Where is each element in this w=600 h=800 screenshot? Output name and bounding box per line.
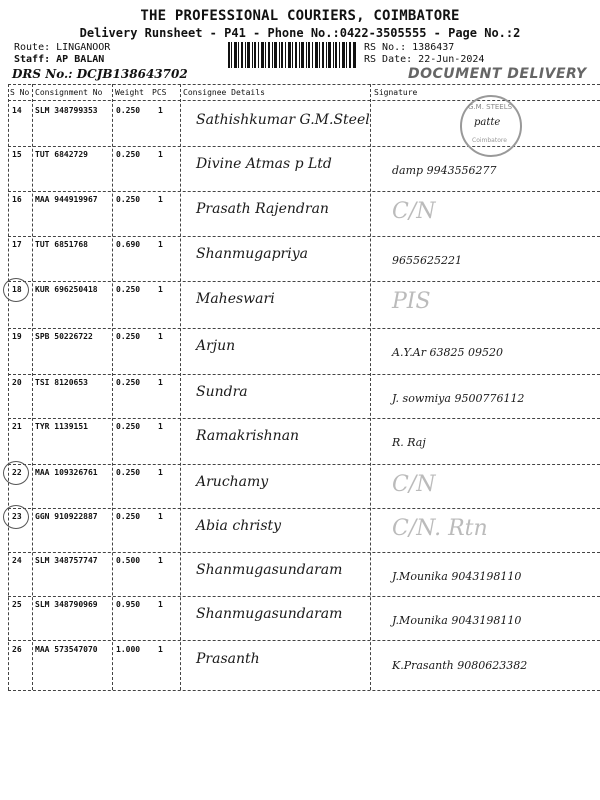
row-consignee-handwritten: Abia christy (196, 518, 282, 534)
row-weight: 0.250 (116, 106, 141, 115)
row-separator (8, 418, 600, 419)
company-stamp (460, 95, 522, 157)
row-sno: 14 (12, 106, 22, 115)
row-weight: 0.690 (116, 240, 141, 249)
col-header-weight: Weight (115, 88, 144, 97)
row-weight: 0.950 (116, 600, 141, 609)
row-pcs: 1 (158, 285, 163, 294)
row-sno: 22 (12, 468, 22, 477)
row-pcs: 1 (158, 150, 163, 159)
col-rule (112, 84, 113, 690)
row-consignee-handwritten: Prasath Rajendran (196, 201, 329, 217)
rs-date: RS Date: 22-Jun-2024 (364, 54, 485, 65)
staff-label: Staff: AP BALAN (14, 54, 105, 65)
row-pcs: 1 (158, 106, 163, 115)
row-pcs: 1 (158, 240, 163, 249)
row-pcs: 1 (158, 600, 163, 609)
row-pcs: 1 (158, 332, 163, 341)
row-separator (8, 596, 600, 597)
row-consignee-handwritten: Aruchamy (196, 474, 269, 490)
circled-row-mark (3, 278, 29, 302)
row-sno: 15 (12, 150, 22, 159)
stamp-text: G.M. STEELS (468, 103, 513, 111)
row-pcs: 1 (158, 556, 163, 565)
row-separator (8, 464, 600, 465)
row-consignee-handwritten: Divine Atmas p Ltd (196, 156, 332, 172)
row-consignee-handwritten: Shanmugapriya (196, 246, 308, 262)
row-sno: 25 (12, 600, 22, 609)
row-signature-handwritten: C/N. Rtn (392, 516, 488, 541)
row-signature-handwritten: R. Raj (392, 436, 426, 449)
col-header-signature: Signature (374, 88, 418, 97)
row-pcs: 1 (158, 645, 163, 654)
runsheet-subtitle: Delivery Runsheet - P41 - Phone No.:0422-3505555 - Page No.:2 (79, 26, 521, 40)
header-bottom-rule (8, 100, 600, 101)
row-consignment-no: MAA 109326761 (35, 468, 98, 477)
row-pcs: 1 (158, 378, 163, 387)
row-consignee-handwritten: Sundra (196, 384, 248, 400)
row-separator (8, 508, 600, 509)
row-separator (8, 281, 600, 282)
row-signature-handwritten: 9655625221 (392, 254, 462, 267)
row-weight: 1.000 (116, 645, 141, 654)
row-sno: 24 (12, 556, 22, 565)
row-signature-handwritten: damp 9943556277 (392, 164, 497, 177)
row-weight: 0.250 (116, 512, 141, 521)
row-pcs: 1 (158, 195, 163, 204)
row-sno: 17 (12, 240, 22, 249)
stamp-signature: patte (474, 117, 501, 128)
row-weight: 0.250 (116, 150, 141, 159)
row-weight: 0.500 (116, 556, 141, 565)
circled-row-mark (3, 505, 29, 529)
row-separator (8, 640, 600, 641)
document-delivery-label: DOCUMENT DELIVERY (408, 66, 587, 82)
col-header-consignment: Consignment No (35, 88, 103, 97)
row-separator (8, 191, 600, 192)
col-rule (32, 84, 33, 690)
route-label: Route: LINGANOOR (14, 42, 111, 53)
row-consignment-no: SLM 348757747 (35, 556, 98, 565)
row-consignment-no: KUR 696250418 (35, 285, 98, 294)
col-header-sno: S No (10, 88, 30, 97)
row-consignment-no: SLM 348799353 (35, 106, 98, 115)
col-header-consignee: Consignee Details (183, 88, 265, 97)
row-consignee-handwritten: Maheswari (196, 291, 275, 307)
row-weight: 0.250 (116, 195, 141, 204)
row-consignment-no: MAA 944919967 (35, 195, 98, 204)
row-weight: 0.250 (116, 468, 141, 477)
col-header-pcs: PCS (152, 88, 167, 97)
row-consignment-no: TSI 8120653 (35, 378, 88, 387)
row-separator (8, 236, 600, 237)
row-signature-handwritten: J.Mounika 9043198110 (392, 614, 522, 627)
row-sno: 21 (12, 422, 22, 431)
row-consignee-handwritten: Shanmugasundaram (196, 562, 343, 578)
row-weight: 0.250 (116, 332, 141, 341)
row-sno: 19 (12, 332, 22, 341)
row-signature-handwritten: C/N (392, 472, 436, 497)
stamp-subtext: Coimbatore (472, 137, 507, 144)
row-consignee-handwritten: Arjun (196, 338, 236, 354)
col-rule (8, 84, 9, 690)
row-consignee-handwritten: Sathishkumar G.M.Steel (196, 112, 370, 128)
row-separator (8, 552, 600, 553)
row-sno: 20 (12, 378, 22, 387)
table-top-rule (8, 84, 600, 85)
row-consignee-handwritten: Prasanth (196, 651, 260, 667)
row-pcs: 1 (158, 512, 163, 521)
row-sno: 18 (12, 285, 22, 294)
row-weight: 0.250 (116, 378, 141, 387)
circled-row-mark (3, 461, 29, 485)
row-consignment-no: SPB 50226722 (35, 332, 93, 341)
row-separator (8, 328, 600, 329)
rs-number: RS No.: 1386437 (364, 42, 455, 53)
row-separator (8, 374, 600, 375)
row-signature-handwritten: J.Mounika 9043198110 (392, 570, 522, 583)
row-consignee-handwritten: Shanmugasundaram (196, 606, 343, 622)
row-signature-handwritten: A.Y.Ar 63825 09520 (392, 346, 503, 359)
row-separator (8, 690, 600, 691)
drs-number: DRS No.: DCJB138643702 (12, 67, 188, 81)
col-rule (180, 84, 181, 690)
page-title: THE PROFESSIONAL COURIERS, COIMBATORE (140, 8, 460, 24)
row-weight: 0.250 (116, 285, 141, 294)
row-sno: 23 (12, 512, 22, 521)
row-pcs: 1 (158, 422, 163, 431)
barcode (228, 42, 356, 68)
row-consignment-no: TUT 6851768 (35, 240, 88, 249)
row-consignment-no: SLM 348790969 (35, 600, 98, 609)
row-signature-handwritten: PIS (392, 289, 431, 314)
row-signature-handwritten: K.Prasanth 9080623382 (392, 659, 528, 672)
row-weight: 0.250 (116, 422, 141, 431)
row-consignment-no: MAA 573547070 (35, 645, 98, 654)
row-consignment-no: TYR 1139151 (35, 422, 88, 431)
row-sno: 16 (12, 195, 22, 204)
row-consignee-handwritten: Ramakrishnan (196, 428, 300, 444)
row-consignment-no: GGN 910922887 (35, 512, 98, 521)
col-rule (370, 84, 371, 690)
row-signature-handwritten: C/N (392, 199, 436, 224)
row-signature-handwritten: J. sowmiya 9500776112 (392, 392, 525, 405)
row-pcs: 1 (158, 468, 163, 477)
row-consignment-no: TUT 6842729 (35, 150, 88, 159)
row-sno: 26 (12, 645, 22, 654)
